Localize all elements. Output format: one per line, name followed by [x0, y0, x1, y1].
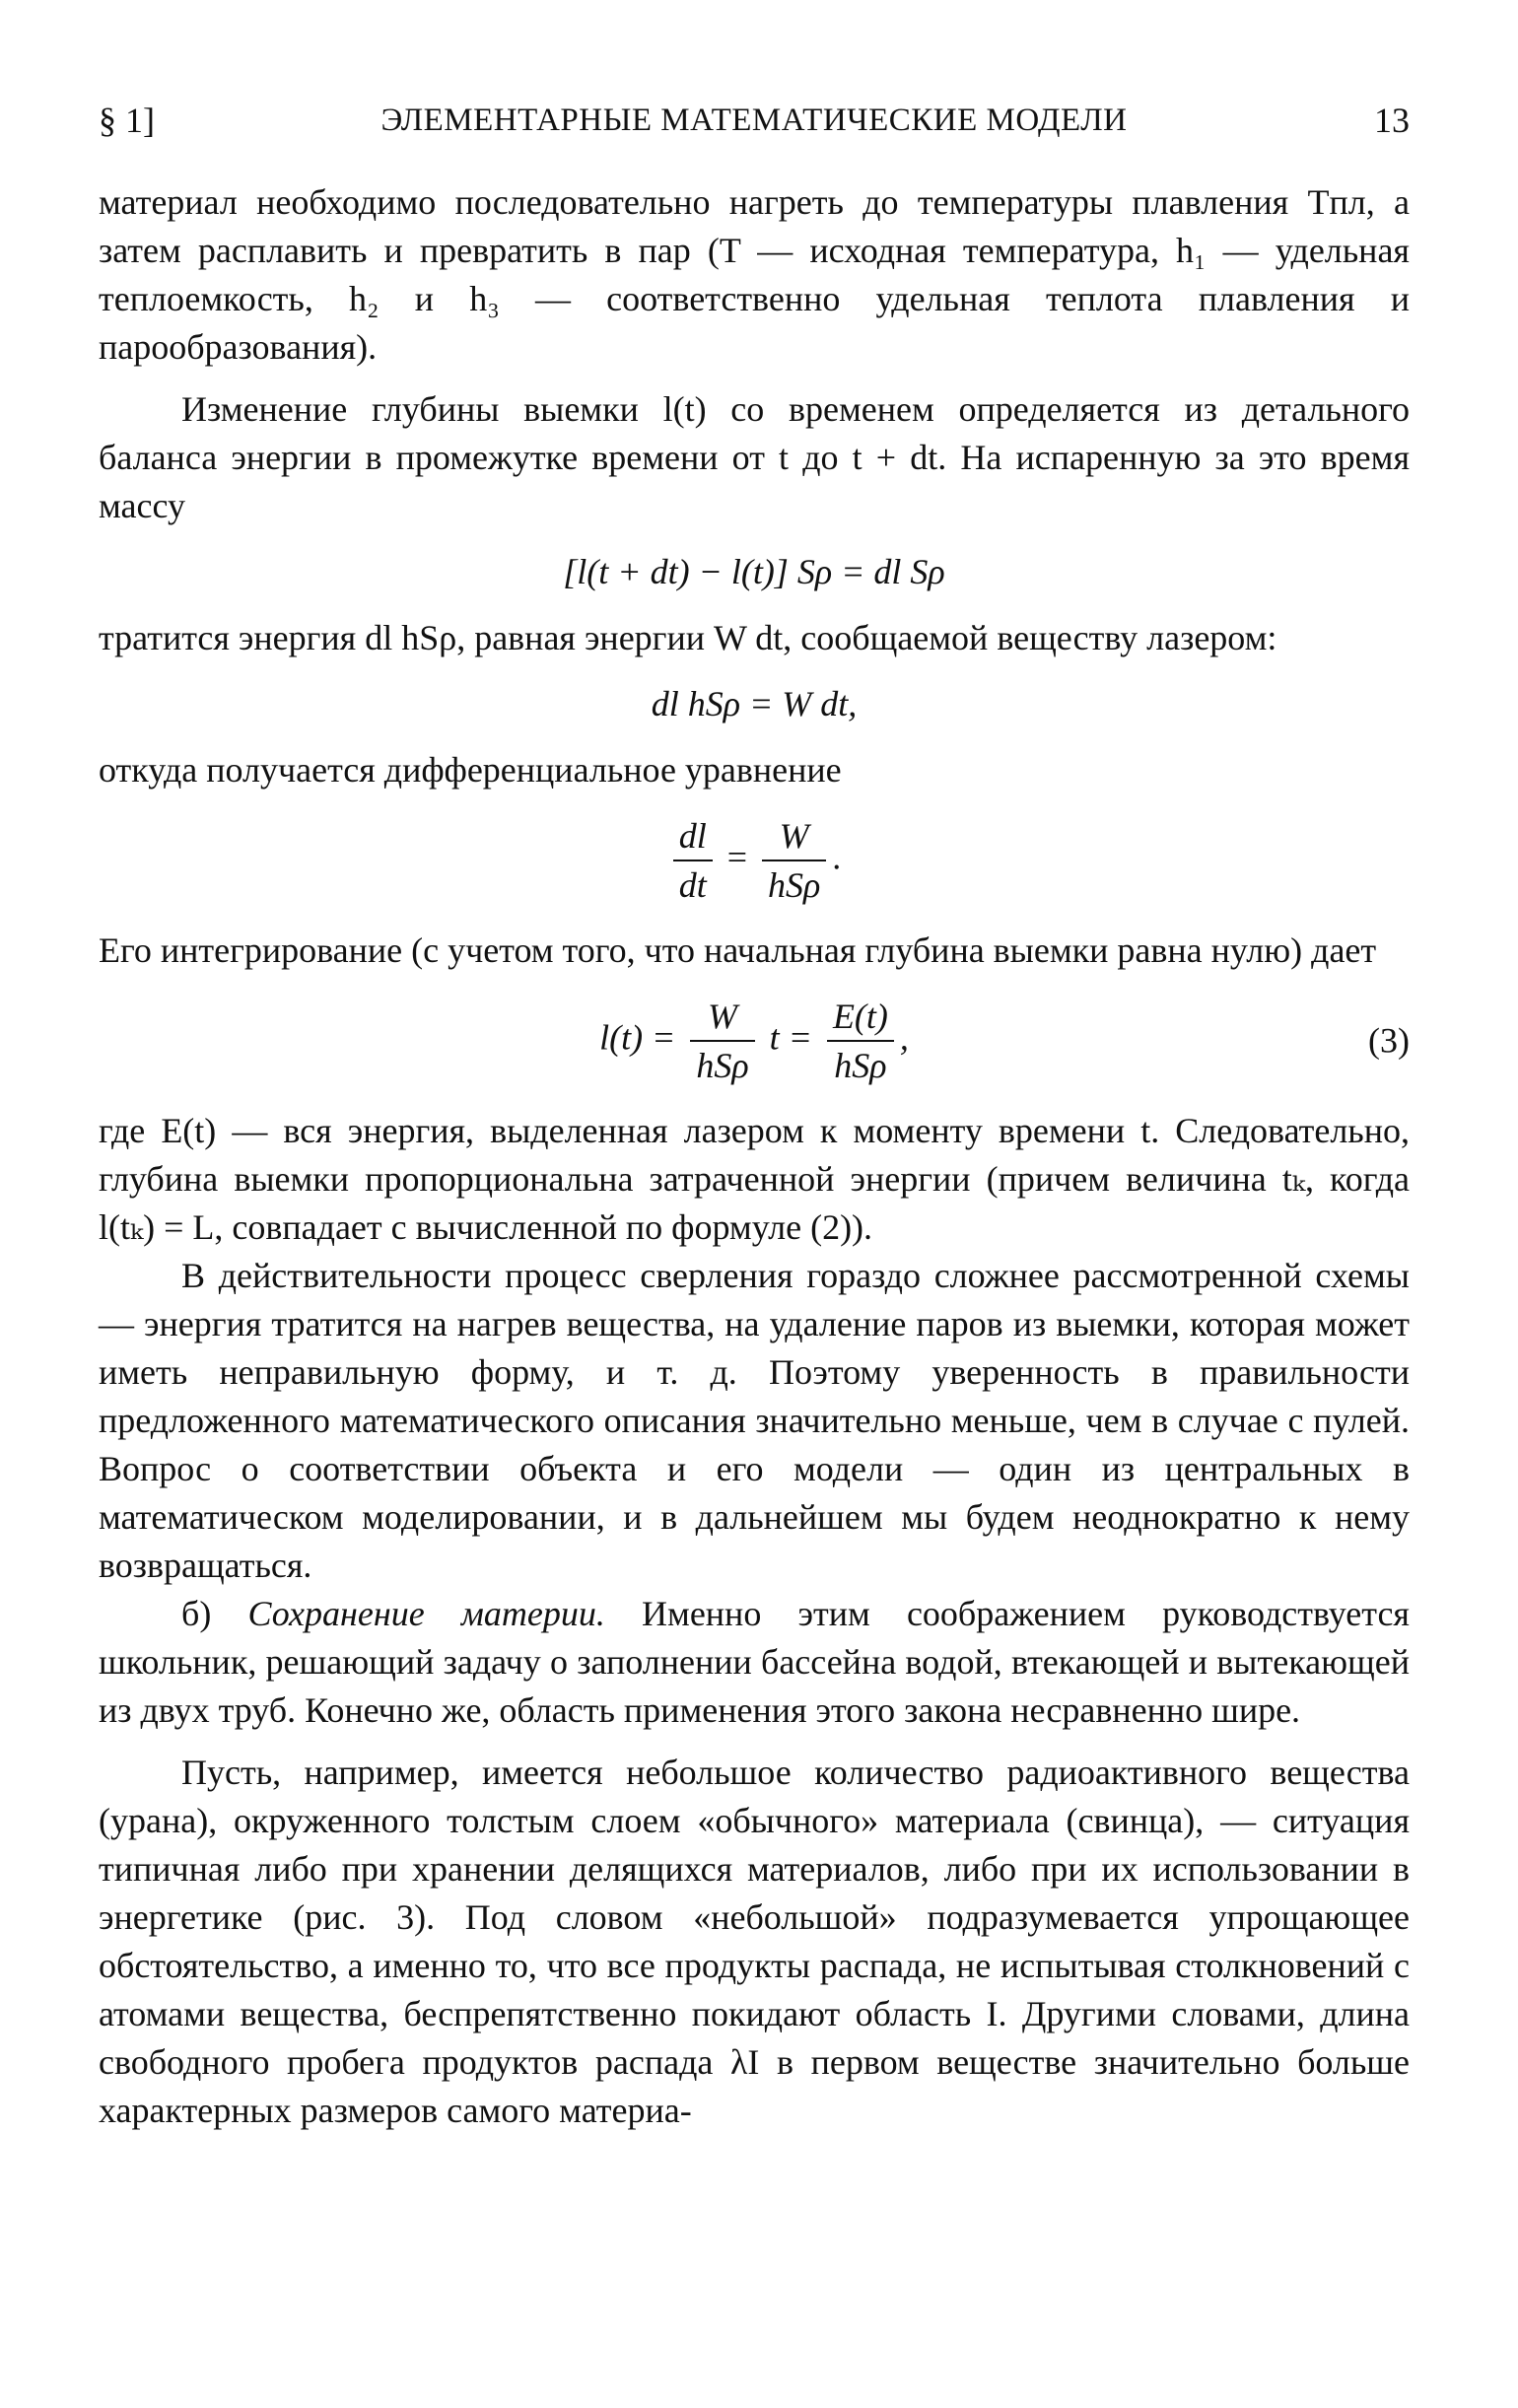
formula-differential-equation: [99, 812, 1410, 909]
fraction-denominator: hSρ: [696, 1046, 749, 1085]
fraction-denominator: hSρ: [768, 865, 821, 905]
fraction-w-hsrho: [762, 812, 826, 909]
paragraph-energy-meaning: где E(t) — вся энергия, выделенная лазером к моменту времени t. Следовательно, глубина выемки пропорциональна затраченной энергии (причем величина tₖ, когда l(tₖ) = L, совпадает с вычисленной по формуле (2)).: [99, 1111, 1410, 1247]
fraction-w-hsrho-2: [690, 993, 754, 1089]
equals-sign: =: [726, 837, 748, 877]
paragraph-conservation-of-matter: [99, 1590, 1410, 1735]
paragraph-drilling-reality: В действительности процесс сверления гораздо сложнее рассмотренной схемы — энергия тратится на нагрев вещества, на удаление паров из выемки, которая может иметь неправильную форму, и т. д. Поэтому уверенность в правильности предложенного математического описания значительно меньше, чем в случае с пулей. Вопрос о соответствии объекта и его модели — один из центральных в математическом моделировании, и в дальнейшем мы будем неоднократно к нему возвращаться.: [99, 1256, 1410, 1585]
paragraph-diff-equation-intro: откуда получается дифференциальное уравнение: [99, 750, 842, 790]
item-marker: б): [181, 1594, 248, 1633]
paragraph-energy-spent: тратится энергия dl hSρ, равная энергии W dt, сообщаемой веществу лазером:: [99, 618, 1277, 657]
fraction-numerator: W: [690, 993, 754, 1042]
fraction-et-hsrho: [827, 993, 894, 1089]
formula-energy-balance: dl hSρ = W dt,: [651, 684, 858, 723]
paragraph-depth-change: Изменение глубины выемки l(t) со временем определяется из детального баланса энергии в промежутке времени от t до t + dt. На испаренную за это время массу: [99, 389, 1410, 525]
paragraph-text: Именно этим соображением руководствуется школьник, решающий задачу о заполнении бассейна водой, втекающей и вытекающей из двух труб. Конечно же, область применения этого закона несравненно шире.: [99, 1594, 1410, 1730]
section-marker: § 1]: [99, 101, 155, 140]
fraction-numerator: E(t): [827, 993, 894, 1042]
formula-middle: t =: [769, 1017, 812, 1058]
subsection-title: Сохранение материи.: [247, 1594, 605, 1633]
running-title: ЭЛЕМЕНТАРНЫЕ МАТЕМАТИЧЕСКИЕ МОДЕЛИ: [380, 103, 1128, 138]
page-number: 13: [1374, 101, 1410, 140]
formula-integrated-depth: [99, 993, 1410, 1089]
fraction-denominator: dt: [678, 865, 707, 905]
formula-mass: [l(t + dt) − l(t)] Sρ = dl Sρ: [563, 552, 945, 591]
running-header: [99, 97, 1410, 146]
equation-number: (3): [1368, 1020, 1410, 1061]
formula-comma: ,: [899, 1017, 909, 1058]
fraction-dl-dt: [673, 812, 713, 909]
fraction-numerator: dl: [673, 812, 713, 861]
fraction-numerator: W: [762, 812, 826, 861]
page-body: [99, 178, 1410, 2135]
paragraph-radioactive-example: Пусть, например, имеется небольшое количество радиоактивного вещества (урана), окруженного толстым слоем «обычного» материала (свинца), — ситуация типичная либо при хранении делящихся материалов, либо при их использовании в энергетике (рис. 3). Под словом «небольшой» подразумевается упрощающее обстоятельство, а именно то, что все продукты распада, не испытывая столкновений с атомами вещества, беспрепятственно покидают область I. Другими словами, длина свободного пробега продуктов распада λI в первом веществе значительно больше характерных размеров самого материа-: [99, 1753, 1410, 2130]
formula-period: .: [832, 837, 842, 877]
fraction-denominator: hSρ: [834, 1046, 887, 1085]
paragraph-integration: Его интегрирование (с учетом того, что начальная глубина выемки равна нулю) дает: [99, 930, 1377, 970]
formula-lhs: l(t) =: [599, 1017, 676, 1058]
paragraph-continuation: материал необходимо последовательно нагреть до температуры плавления Tпл, а затем расплавить и превратить в пар (T — исходная температура, h₁ — удельная теплоемкость, h₂ и h₃ — соответственно удельная теплота плавления и парообразования).: [99, 182, 1410, 367]
